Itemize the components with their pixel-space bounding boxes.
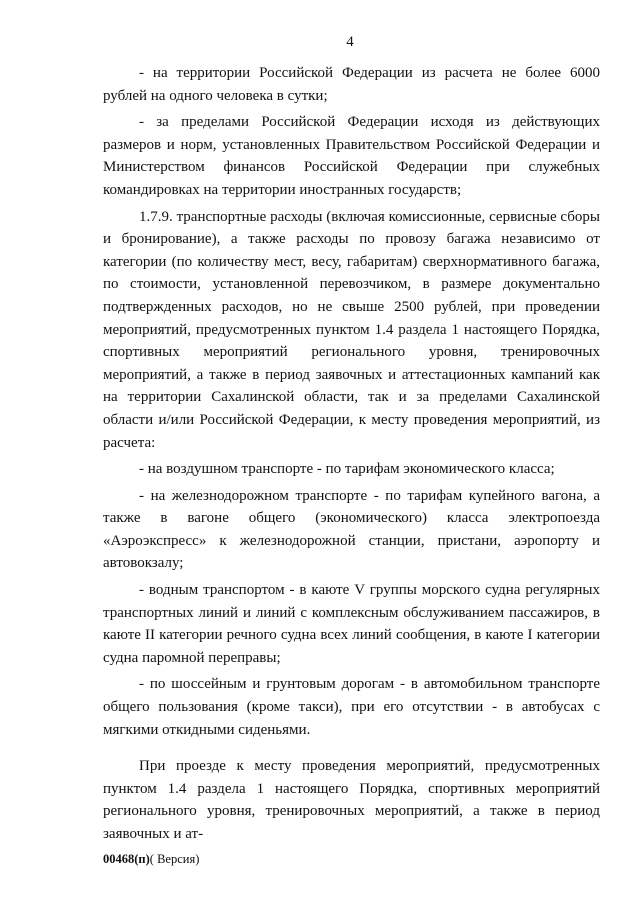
page-number: 4 [346, 34, 354, 50]
paragraph-road-transport: - по шоссейным и грунтовым дорогам - в автомобильном транспорте общего пользования (кроме такси), при его отсутствии - в автобусах с мягкими откидными сиденьями. [103, 676, 600, 738]
paragraph-travel-to-event: При проезде к месту проведения мероприятий, предусмотренных пунктом 1.4 раздела 1 настоящего Порядка, спортивных мероприятий регионального уровня, тренировочных мероприятий, а также в период заявочных и ат- [103, 758, 600, 842]
paragraph-rail-transport: - на железнодорожном транспорте - по тарифам купейного вагона, а также в вагоне общего (экономического) класса электропоезда «Аэроэкспресс» к железнодорожной станции, пристани, аэропорту и автовокзалу; [103, 487, 600, 572]
document-body [103, 62, 600, 850]
paragraph-water-transport: - водным транспортом - в каюте V группы морского судна регулярных транспортных линий и линий с комплексным обслуживанием пассажиров, в каюте II категории речного судна всех линий сообщения, в каюте I категории судна паромной переправы; [103, 582, 600, 666]
paragraph-domestic-limit: - на территории Российской Федерации из расчета не более 6000 рублей на одного человека в сутки; [103, 65, 600, 104]
document-code: 00468(п) [103, 852, 150, 866]
paragraph-foreign-limit: - за пределами Российской Федерации исходя из действующих размеров и норм, установленных Правительством Российской Федерации и Министерством финансов Российской Федерации при служебных командировках на территории иностранных государств; [103, 114, 600, 198]
paragraph-air-transport: - на воздушном транспорте - по тарифам экономического класса; [139, 461, 555, 478]
paragraph-transport-expenses: 1.7.9. транспортные расходы (включая комиссионные, сервисные сборы и бронирование), а также расходы по провозу багажа независимо от категории (по количеству мест, весу, габаритам) сверхнормативного багажа, по стоимости, установленной перевозчиком, в размере документально подтвержденных расходов, но не свыше 2500 рублей, при проведении мероприятий, предусмотренных пунктом 1.4 раздела 1 настоящего Порядка, спортивных мероприятий регионального уровня, тренировочных мероприятий, а также в период заявочных и аттестационных кампаний как на территории Сахалинской области, так и за пределами Сахалинской области и/или Российской Федерации, к месту проведения мероприятий, из расчета: [103, 208, 600, 451]
document-version: ( Версия) [149, 852, 200, 866]
document-footer [103, 852, 199, 867]
